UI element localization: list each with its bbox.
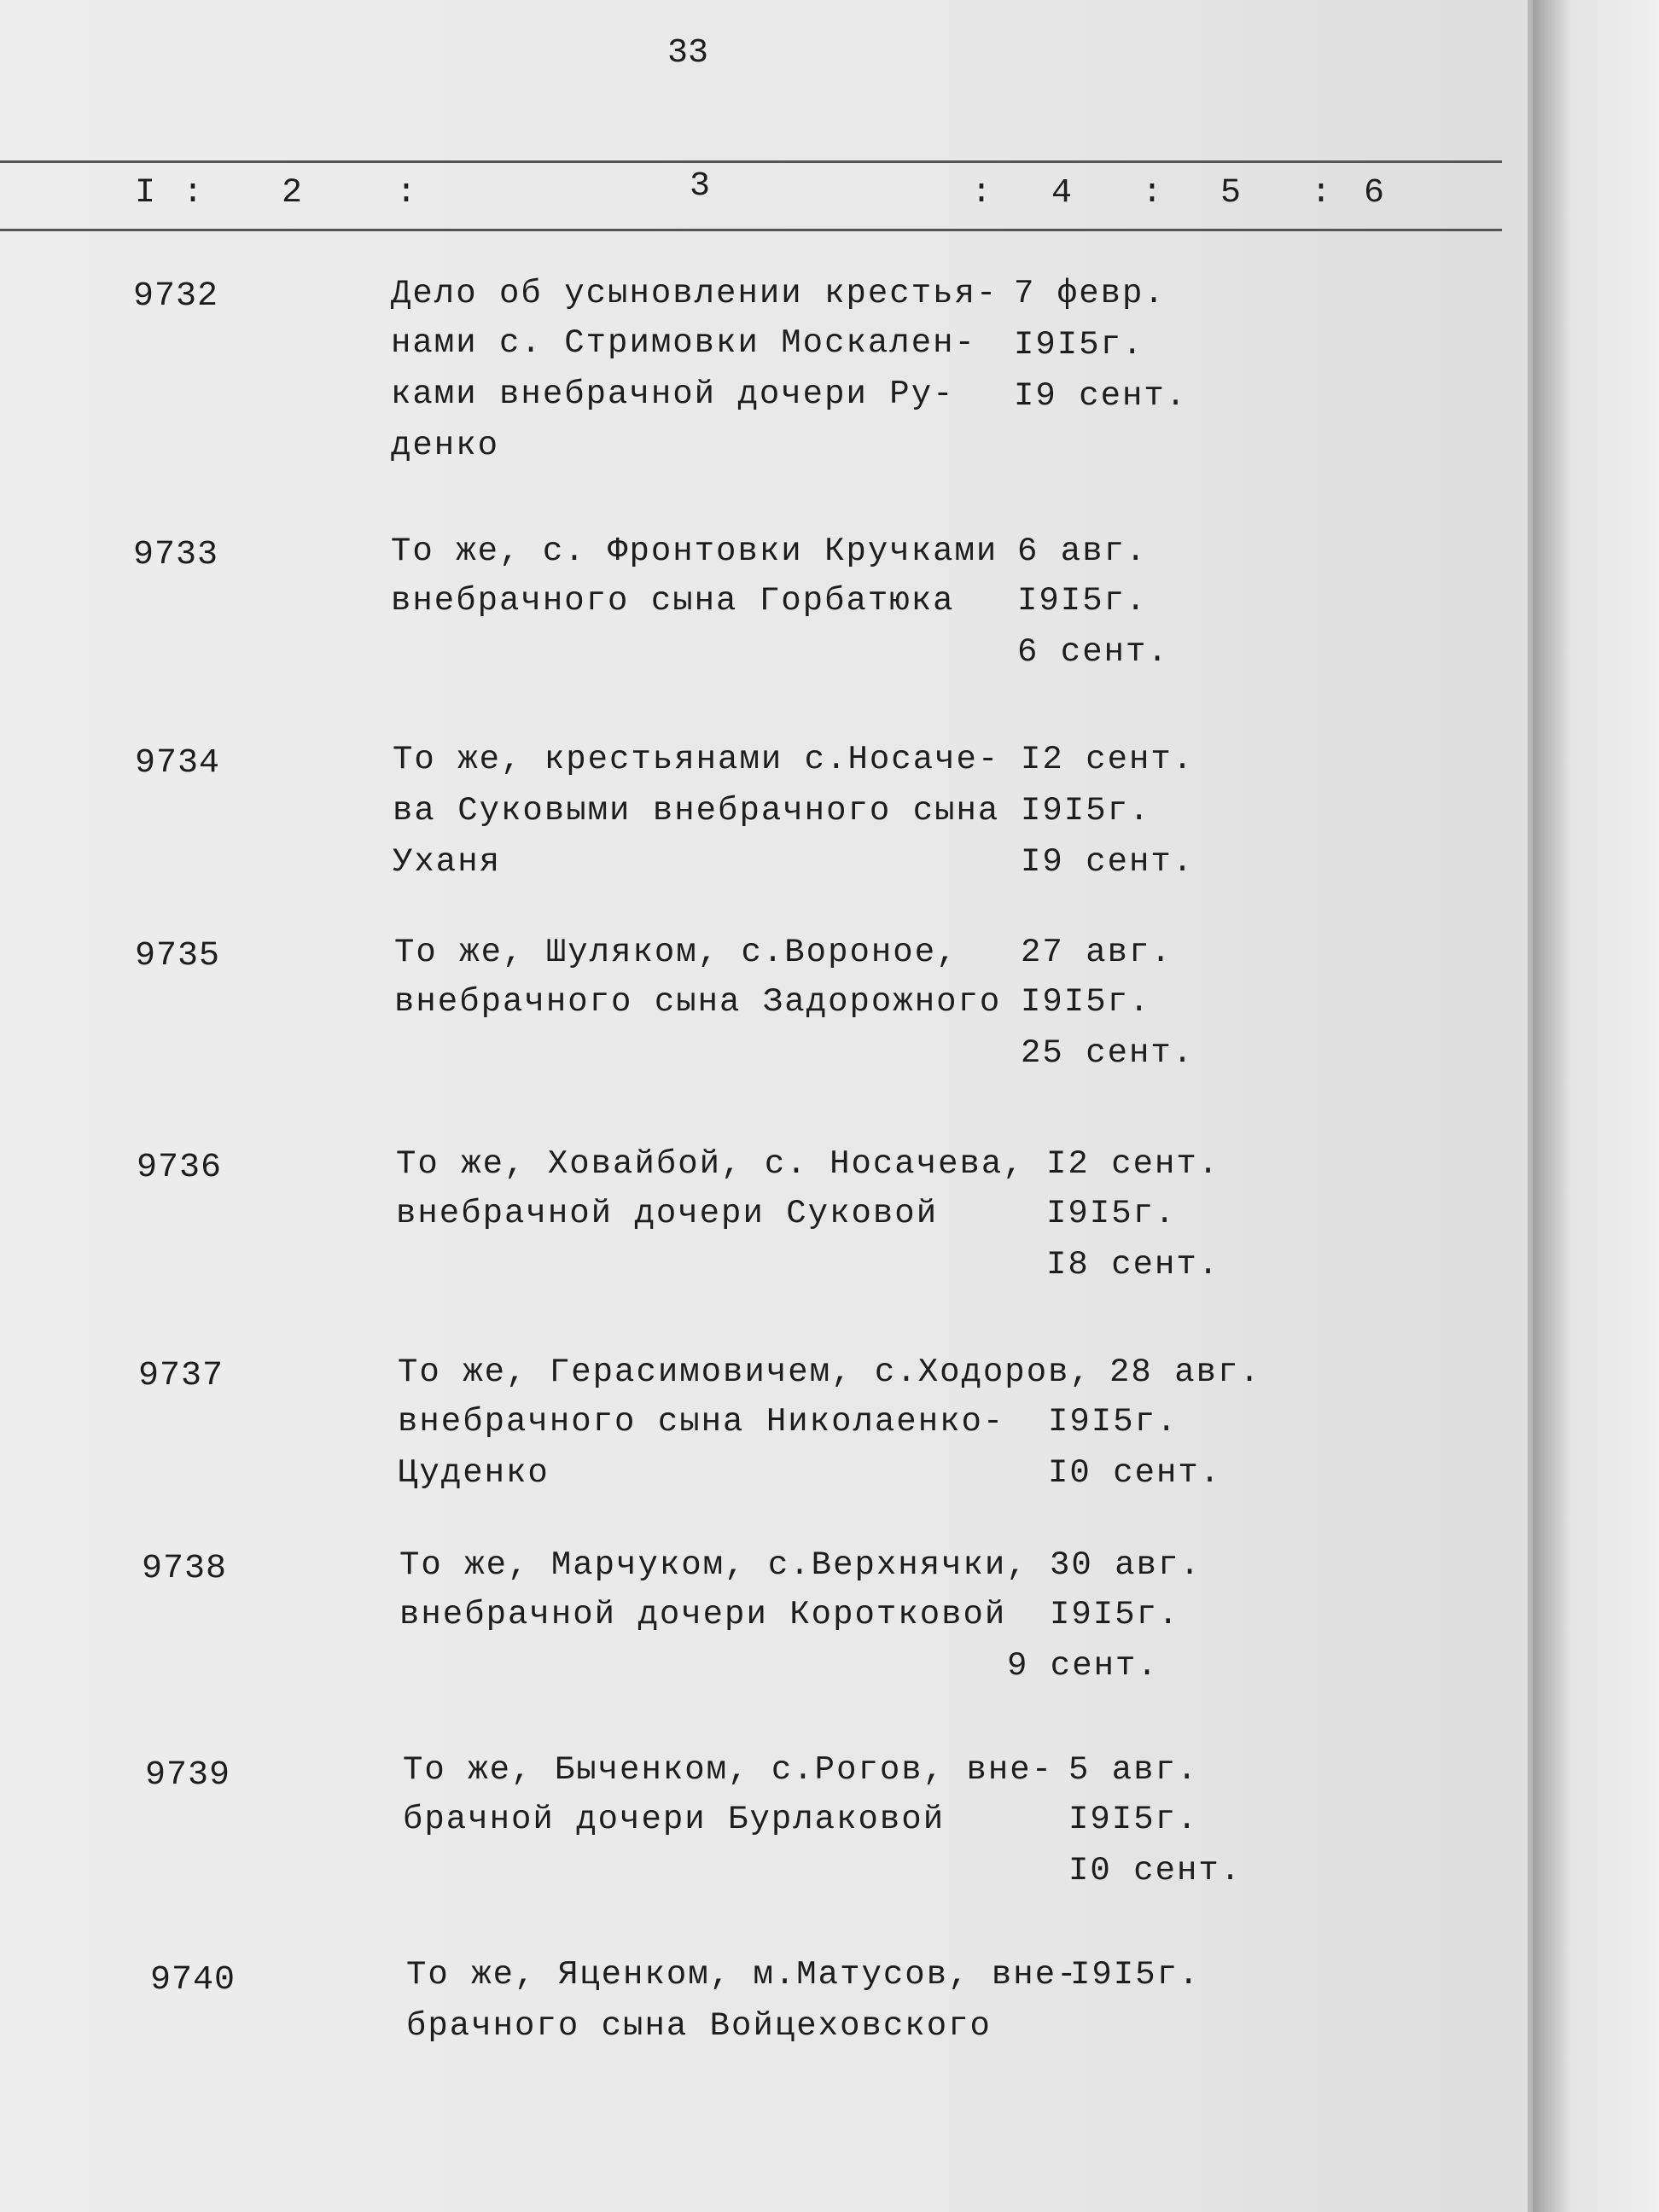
record-date-line: I0 сент. <box>1048 1454 1222 1492</box>
record-description-line: То же, Ховайбой, с. Носачева, <box>396 1145 1025 1183</box>
record-date-line: I8 сент. <box>1046 1246 1220 1284</box>
record-date-line: I9I5г. <box>1050 1596 1180 1633</box>
record-date-line: I9I5г. <box>1017 582 1148 620</box>
column-header-5: 5 <box>1220 174 1242 212</box>
record-description-line: Цуденко <box>398 1454 550 1492</box>
record-description-line: нами с. Стримовки Москален- <box>391 324 976 362</box>
header-rule-top <box>0 160 1502 163</box>
record-date-line: I9I5г. <box>1070 1956 1201 1994</box>
page-edge-shadow <box>1533 0 1659 2212</box>
record-date-line: 27 авг. <box>1021 934 1173 971</box>
column-header-4: 4 <box>1051 174 1073 212</box>
record-date-line: I2 сент. <box>1021 741 1195 778</box>
record-date-line: I9I5г. <box>1021 983 1151 1021</box>
record-number: 9736 <box>137 1149 223 1187</box>
record-number: 9733 <box>133 536 219 574</box>
record-description-line: Уханя <box>393 843 502 881</box>
record-description-line: То же, Шуляком, с.Вороное, <box>394 934 958 971</box>
record-description-line: внебрачной дочери Коротковой <box>399 1596 1007 1633</box>
column-header-6: 6 <box>1364 174 1385 212</box>
record-description-line: То же, Яценком, м.Матусов, вне- <box>406 1956 1079 1994</box>
record-number: 9734 <box>135 744 221 783</box>
record-number: 9735 <box>135 937 221 975</box>
record-date-line: I9 сент. <box>1014 377 1188 415</box>
record-description-line: брачного сына Войцеховского <box>406 2007 992 2045</box>
record-description-line: ками внебрачной дочери Ру- <box>391 375 955 413</box>
record-number: 9740 <box>150 1961 236 2000</box>
record-description-line: Дело об усыновлении крестья- <box>391 275 998 312</box>
header-rule-bottom <box>0 229 1502 231</box>
record-date-line: I9I5г. <box>1014 326 1144 364</box>
record-date-line: I9 сент. <box>1021 843 1195 881</box>
record-description-line: внебрачного сына Горбатюка <box>391 582 955 620</box>
column-separator: : <box>183 174 204 212</box>
record-date-line: I2 сент. <box>1046 1145 1220 1183</box>
record-date-line: I9I5г. <box>1021 792 1151 830</box>
column-separator: : <box>1142 174 1163 212</box>
page-number: 33 <box>667 34 709 73</box>
record-date-line: I0 сент. <box>1068 1852 1243 1889</box>
record-number: 9739 <box>145 1756 231 1795</box>
column-separator: : <box>971 174 992 212</box>
record-description-line: внебрачного сына Николаенко- <box>398 1403 1005 1441</box>
column-header-2: 2 <box>282 174 303 212</box>
record-description-line: То же, Марчуком, с.Верхнячки, <box>399 1546 1028 1584</box>
record-date-line: I9I5г. <box>1046 1195 1177 1232</box>
record-description-line: внебрачного сына Задорожного <box>394 983 1002 1021</box>
record-date-line: I9I5г. <box>1048 1403 1179 1441</box>
record-date-line: 30 авг. <box>1050 1546 1202 1584</box>
record-description-line: То же, с. Фронтовки Кручками <box>391 533 998 570</box>
record-number: 9737 <box>138 1357 224 1395</box>
record-date-line: 6 сент. <box>1017 633 1169 671</box>
record-date-line: 25 сент. <box>1021 1034 1195 1072</box>
column-separator: : <box>396 174 417 212</box>
record-date-line: I9I5г. <box>1068 1801 1199 1838</box>
record-description-line: внебрачной дочери Суковой <box>396 1195 939 1232</box>
record-description-line: То же, крестьянами с.Носаче- <box>393 741 1000 778</box>
record-date-line: 7 февр. <box>1014 275 1166 312</box>
record-description-line: То же, Герасимовичем, с.Ходоров, <box>398 1353 1091 1391</box>
record-date-line: 9 сент. <box>1007 1647 1159 1685</box>
record-description-line: ва Суковыми внебрачного сына <box>393 792 1000 830</box>
column-header-3: 3 <box>690 167 711 206</box>
record-date-line: 6 авг. <box>1017 533 1148 570</box>
column-header-1: I <box>135 174 156 212</box>
record-date-line: 28 авг. <box>1109 1353 1261 1391</box>
record-description-line: денко <box>391 427 500 464</box>
record-description-line: То же, Быченком, с.Рогов, вне- <box>403 1751 1054 1789</box>
record-number: 9732 <box>133 277 219 316</box>
record-date-line: 5 авг. <box>1068 1751 1199 1789</box>
record-number: 9738 <box>142 1550 228 1588</box>
column-separator: : <box>1311 174 1332 212</box>
record-description-line: брачной дочери Бурлаковой <box>403 1801 946 1838</box>
